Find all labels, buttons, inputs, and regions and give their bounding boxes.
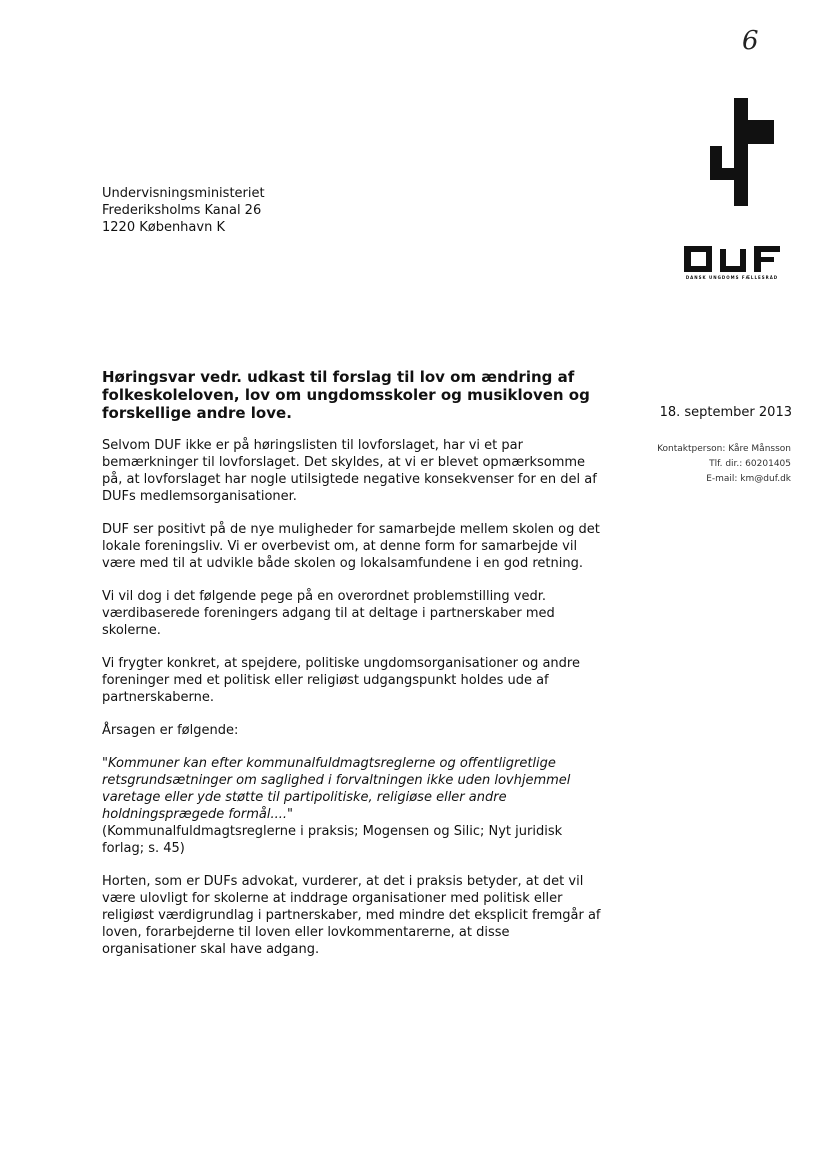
logo-tagline: DANSK UNGDOMS FÆLLESRÅD <box>685 275 779 280</box>
closing-paragraph: Horten, som er DUFs advokat, vurderer, at det i praksis betyder, at det vil være ulovligt for skolerne at inddrage organisationer med politisk eller religiøst værdigrundlag i partnerskaber, med mindre det eksplicit fremgår af loven, forarbejderne til loven eller lovkommentarerne, at disse organisationer skal have adgang. <box>102 874 601 957</box>
letter-subject: Høringsvar vedr. udkast til forslag til lov om ændring af folkeskoleloven, lov om ungdomsskoler og musikloven og forskellige andre love. <box>102 368 590 422</box>
letter-date: 18. september 2013 <box>659 405 792 420</box>
recipient-city: 1220 København K <box>102 220 225 235</box>
duf-logo-mark <box>706 98 780 210</box>
body-paragraph: DUF ser positivt på de nye muligheder for samarbejde mellem skolen og det lokale foreningsliv. Vi er overbevist om, at denne form for samarbejde vil være med til at udvikle både skolen og lokalsamfundene i en god retning. <box>102 522 600 571</box>
contact-info <box>600 442 791 487</box>
body-paragraph: Vi vil dog i det følgende pege på en overordnet problemstilling vedr. værdibaserede foreningers adgang til at deltage i partnerskaber med skolerne. <box>102 589 555 638</box>
duf-logo-wordmark <box>684 246 780 272</box>
contact-email[interactable]: E-mail: km@duf.dk <box>706 474 791 484</box>
legal-quote: "Kommuner kan efter kommunalfuldmagtsreglerne og offentligretlige retsgrundsætninger om saglighed i forvaltningen ikke uden lovhjemmel varetage eller yde støtte til partipolitiske, religiøse eller andre holdningsprægede formål...." <box>102 756 571 822</box>
body-paragraph: Vi frygter konkret, at spejdere, politiske ungdomsorganisationer og andre foreninger med et politisk eller religiøst udgangspunkt holdes ude af partnerskaberne. <box>102 656 580 705</box>
contact-person: Kontaktperson: Kåre Månsson <box>657 444 791 454</box>
body-paragraph: Årsagen er følgende: <box>102 723 239 738</box>
quote-citation: (Kommunalfuldmagtsreglerne i praksis; Mogensen og Silic; Nyt juridisk forlag; s. 45) <box>102 824 563 856</box>
letter-body <box>102 437 602 974</box>
recipient-name: Undervisningsministeriet <box>102 186 265 201</box>
body-paragraph: Selvom DUF ikke er på høringslisten til lovforslaget, har vi et par bemærkninger til lovforslaget. Det skyldes, at vi er blevet opmærksomme på, at lovforslaget har nogle utilsigtede negative konsekvenser for en del af DUFs medlemsorganisationer. <box>102 438 597 504</box>
recipient-address <box>102 185 265 236</box>
contact-phone: Tlf. dir.: 60201405 <box>709 459 791 469</box>
recipient-street: Frederiksholms Kanal 26 <box>102 203 262 218</box>
page-number: 6 <box>742 26 759 56</box>
